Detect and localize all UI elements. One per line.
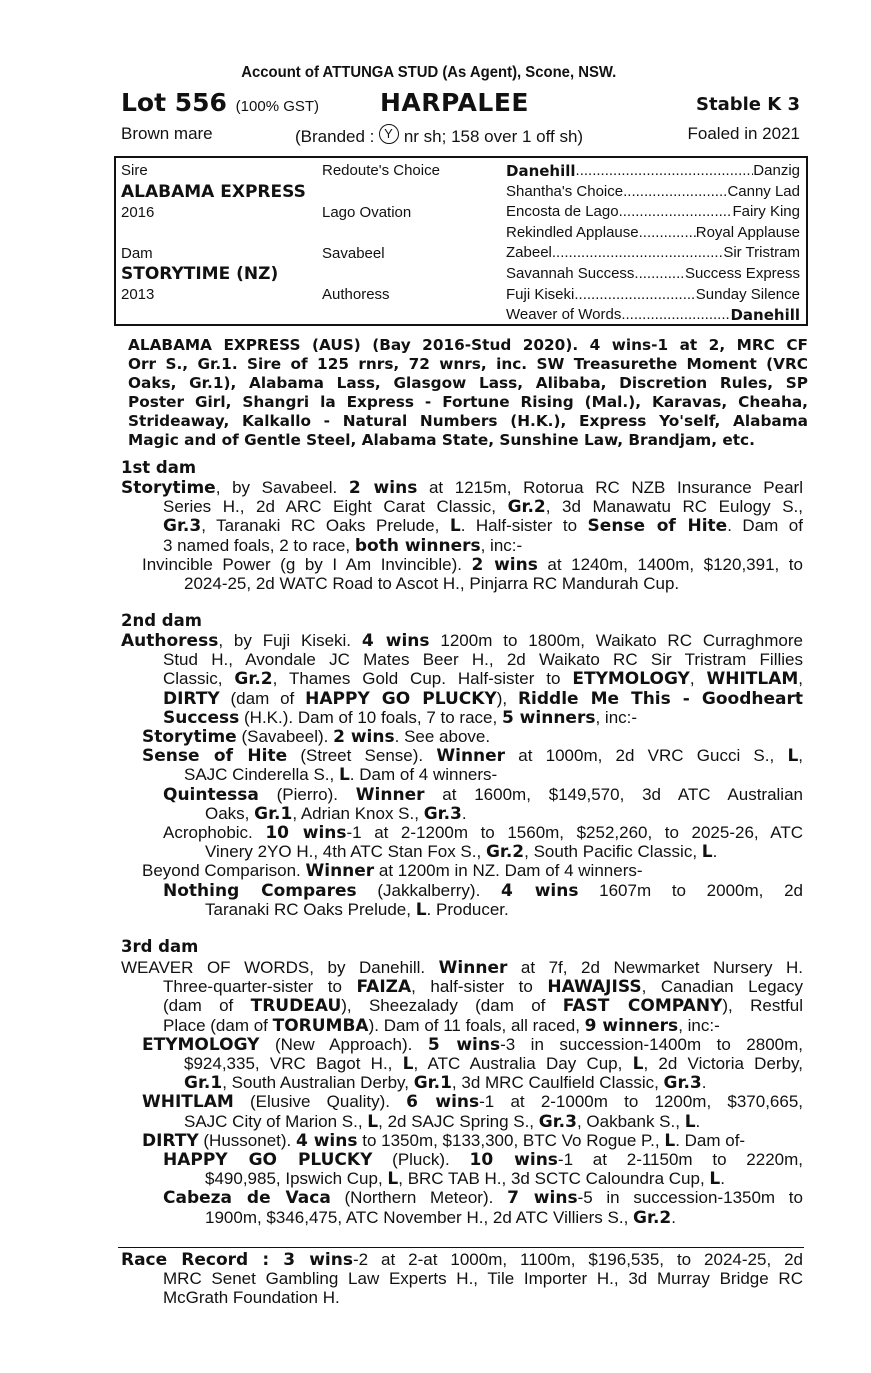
- plain-text: , Taranaki RC Oaks Prelude,: [201, 516, 450, 536]
- bold-text: WHITLAM: [706, 669, 799, 690]
- foaled-year: Foaled in 2021: [687, 124, 800, 143]
- bold-text: Winner: [355, 784, 425, 805]
- plain-text: .: [720, 1169, 725, 1189]
- plain-text: -1 at 2-1200m to 1560m, $252,260, to 2025-26, ATC: [346, 823, 803, 842]
- text-line: [163, 1150, 803, 1170]
- ancestor-sire: Fairy King: [732, 203, 800, 221]
- text-line: [163, 689, 803, 709]
- bold-text: DIRTY: [163, 688, 220, 709]
- plain-text: , 2d SAJC Spring S.,: [378, 1111, 539, 1131]
- text-line: [163, 1269, 803, 1288]
- plain-text: ). Dam of 11 foals, all raced,: [368, 1015, 585, 1035]
- text-line: [163, 1188, 803, 1208]
- leader-dots: [574, 286, 695, 303]
- plain-text: at 1200m in NZ. Dam of 4 winners-: [374, 861, 643, 881]
- leader-dots: [619, 203, 733, 220]
- plain-text: Oaks,: [205, 803, 255, 823]
- brand-symbol-icon: [379, 124, 399, 144]
- leader-dots: [576, 162, 754, 180]
- text-line: [163, 650, 803, 669]
- bold-text: Gr.2: [485, 842, 525, 863]
- bold-text: 2 wins: [471, 554, 538, 575]
- plain-text: , South Pacific Classic,: [524, 842, 702, 862]
- bold-text: WHITLAM: [142, 1092, 234, 1113]
- sire-label: Sire: [121, 162, 148, 179]
- bold-text: Winner: [305, 861, 375, 882]
- plain-text: Beyond Comparison.: [142, 861, 306, 881]
- third-dam-heading: 3rd dam: [121, 937, 199, 956]
- lot-number: [121, 88, 319, 117]
- bold-text: Success: [163, 707, 240, 728]
- first-dam-heading: 1st dam: [121, 458, 197, 477]
- bold-text: 2 wins: [348, 478, 418, 498]
- text-line: [142, 555, 803, 575]
- plain-text: , 3d Manawatu RC Eulogy S.,: [545, 497, 803, 517]
- text-line: [142, 1035, 803, 1055]
- bold-text: L: [684, 1111, 696, 1132]
- plain-text: . Dam of: [727, 516, 803, 536]
- plain-text: $490,985, Ipswich Cup,: [205, 1169, 388, 1189]
- dam-dam: Authoress: [322, 286, 390, 303]
- bold-text: Winner: [438, 958, 508, 978]
- plain-text: ,: [798, 746, 804, 766]
- plain-text: . Dam of-: [675, 1130, 746, 1150]
- plain-text: 3 named foals, 2 to race,: [163, 535, 355, 555]
- plain-text: -1 at 2-1150m to 2220m,: [557, 1150, 803, 1169]
- second-dam-heading: 2nd dam: [121, 611, 202, 630]
- text-line: [142, 746, 803, 766]
- bold-text: 5 wins: [427, 1034, 501, 1055]
- horse-name: HARPALEE: [380, 88, 529, 117]
- bold-text: L: [664, 1130, 676, 1151]
- bold-text: Cabeza de Vaca: [163, 1188, 331, 1209]
- ancestor-row: [506, 162, 800, 180]
- vendor-account: Account of ATTUNGA STUD (As Agent), Scone, NSW.: [241, 64, 617, 81]
- plain-text: .: [695, 1111, 701, 1131]
- plain-text: , Thames Gold Cup. Half-sister to: [272, 669, 573, 689]
- plain-text: , by Fuji Kiseki.: [218, 631, 362, 650]
- plain-text: to 1350m, $133,300, BTC Vo Rogue P.,: [357, 1130, 665, 1150]
- bold-text: L: [449, 516, 461, 537]
- ancestor-row: [506, 224, 800, 241]
- plain-text: Classic,: [163, 669, 235, 689]
- pedigree-table: [114, 156, 808, 326]
- ancestor-sire: Sunday Silence: [695, 285, 800, 303]
- plain-text: , inc:-: [678, 1015, 720, 1035]
- sire-summary-line: ALABAMA EXPRESS (AUS) (Bay 2016-Stud 2020). 4 wins-1 at 2, MRC CF: [128, 336, 808, 354]
- ancestor-row: [506, 244, 800, 261]
- plain-text: , Canadian Legacy: [641, 977, 803, 997]
- bold-text: 7 wins: [507, 1188, 578, 1209]
- plain-text: (Street Sense).: [287, 746, 437, 766]
- bold-text: L: [632, 1054, 644, 1074]
- text-line: [163, 977, 803, 997]
- plain-text: .: [671, 1207, 676, 1227]
- text-line: [163, 669, 803, 689]
- plain-text: (H.K.). Dam of 10 foals, 7 to race,: [239, 707, 502, 727]
- plain-text: Invincible Power (g by I Am Invincible).: [142, 554, 472, 574]
- bold-text: 6 wins: [406, 1092, 480, 1113]
- leader-dots: [639, 224, 696, 241]
- ancestor-sire: Royal Applause: [695, 223, 800, 241]
- text-line: [184, 1073, 803, 1093]
- sire-summary-line: Poster Girl, Shangri la Express - Fortune Rising (Mal.), Karavas, Cheaha,: [128, 393, 808, 411]
- dam-sire: Savabeel: [322, 245, 385, 262]
- bold-text: Winner: [436, 746, 506, 767]
- plain-text: at 1240m, 1400m, $120,391, to: [537, 554, 803, 574]
- plain-text: .: [712, 842, 718, 862]
- text-line: [205, 900, 803, 920]
- plain-text: .: [701, 1073, 707, 1093]
- lot-label: Lot 556: [121, 88, 227, 117]
- sire-summary-line: Oaks, Gr.1), Alabama Lass, Glasgow Lass, Alibaba, Discretion Rules, SP: [128, 374, 808, 392]
- bold-text: 4 wins: [361, 631, 430, 651]
- text-line: [163, 1288, 803, 1307]
- bold-text: Storytime: [142, 727, 237, 747]
- plain-text: $924,335, VRC Bagot H.,: [184, 1054, 403, 1073]
- ancestor-row: [506, 265, 800, 282]
- bold-text: Riddle Me This - Goodheart: [517, 688, 803, 709]
- bold-text: 4 wins: [295, 1130, 358, 1151]
- ancestor-name: Fuji Kiseki: [506, 285, 575, 303]
- text-line: [142, 1131, 803, 1151]
- leader-dots: [552, 244, 723, 261]
- plain-text: WEAVER OF WORDS, by Danehill.: [121, 958, 439, 977]
- plain-text: , South Australian Derby,: [222, 1073, 414, 1093]
- bold-text: Gr.3: [163, 516, 202, 537]
- bold-text: Race Record : 3 wins: [121, 1250, 353, 1270]
- text-line: [142, 727, 803, 747]
- plain-text: at 7f, 2d Newmarket Nursery H.: [507, 958, 803, 977]
- text-line: [184, 1112, 803, 1132]
- plain-text: 1607m to 2000m, 2d: [578, 880, 803, 900]
- plain-text: at 1000m, 2d VRC Gucci S.,: [505, 746, 788, 766]
- plain-text: (New Approach).: [259, 1034, 428, 1054]
- gst-note: (100% GST): [235, 98, 320, 115]
- bold-text: L: [415, 899, 427, 920]
- plain-text: (Elusive Quality).: [233, 1092, 407, 1112]
- text-line: [121, 1250, 803, 1270]
- plain-text: , 3d MRC Caulfield Classic,: [451, 1073, 664, 1093]
- bold-text: Quintessa: [163, 784, 259, 805]
- plain-text: -3 in succession-1400m to 2800m,: [500, 1034, 803, 1054]
- plain-text: ), Sheezalady (dam of: [341, 996, 563, 1016]
- bold-text: HAPPY GO PLUCKY: [163, 1150, 373, 1170]
- plain-text: Taranaki RC Oaks Prelude,: [205, 899, 416, 919]
- ancestor-row: [506, 306, 800, 324]
- leader-dots: [634, 265, 685, 282]
- plain-text: Vinery 2YO H., 4th ATC Stan Fox S.,: [205, 842, 486, 862]
- plain-text: . Dam of 4 winners-: [349, 765, 498, 785]
- plain-text: (Pluck).: [372, 1150, 470, 1169]
- bold-text: TRUDEAU: [250, 996, 342, 1017]
- ancestor-sire: Sir Tristram: [723, 244, 800, 262]
- text-line: [163, 881, 803, 901]
- bold-text: L: [709, 1169, 721, 1190]
- ancestor-name: Danehill: [506, 162, 576, 180]
- text-line: [121, 478, 803, 498]
- plain-text: Place (dam of: [163, 1015, 273, 1035]
- ancestor-row: [506, 203, 800, 220]
- bold-text: Gr.3: [538, 1111, 577, 1132]
- text-line: [163, 497, 803, 517]
- leader-dots: [623, 183, 727, 200]
- ancestor-row: [506, 183, 800, 200]
- bold-text: 4 wins: [501, 880, 579, 901]
- bold-text: Storytime: [121, 478, 216, 498]
- bold-text: both winners: [354, 535, 481, 556]
- bold-text: ETYMOLOGY: [572, 669, 690, 690]
- plain-text: , by Savabeel.: [215, 478, 349, 497]
- plain-text: (Hussonet).: [198, 1130, 296, 1150]
- sire-year: 2016: [121, 204, 155, 221]
- ancestor-sire: Danzig: [753, 162, 800, 179]
- text-line: [163, 1016, 803, 1036]
- plain-text: Acrophobic.: [163, 823, 266, 842]
- bold-text: Nothing Compares: [163, 880, 357, 901]
- plain-text: at 1215m, Rotorua RC NZB Insurance Pearl: [417, 478, 803, 497]
- plain-text: 2024-25, 2d WATC Road to Ascot H., Pinjarra RC Mandurah Cup.: [184, 574, 680, 593]
- text-line: [163, 516, 803, 536]
- plain-text: SAJC Cinderella S.,: [184, 765, 339, 785]
- plain-text: -1 at 2-1000m to 1200m, $370,665,: [479, 1092, 803, 1112]
- plain-text: , 2d Victoria Derby,: [643, 1054, 803, 1073]
- ancestor-sire: Success Express: [684, 265, 800, 282]
- bold-text: Sense of Hite: [142, 746, 288, 767]
- ancestor-row: [506, 286, 800, 303]
- text-line: [163, 536, 803, 556]
- ancestor-name: Rekindled Applause: [506, 223, 639, 241]
- bold-text: Gr.2: [507, 497, 546, 518]
- bold-text: Authoress: [121, 631, 219, 651]
- text-line: [163, 996, 803, 1016]
- bold-text: Gr.2: [234, 669, 273, 690]
- text-line: [205, 804, 803, 824]
- plain-text: (Savabeel).: [236, 727, 334, 746]
- leader-dots: [621, 306, 730, 324]
- plain-text: ), Restful: [722, 996, 804, 1016]
- plain-text: ,: [798, 669, 804, 689]
- bold-text: L: [402, 1054, 414, 1074]
- plain-text: , BRC TAB H., 3d SCTC Caloundra Cup,: [398, 1169, 710, 1189]
- text-line: [184, 1054, 803, 1074]
- brand-prefix: (Branded :: [295, 127, 380, 146]
- bold-text: ETYMOLOGY: [142, 1034, 260, 1055]
- plain-text: , half-sister to: [411, 977, 548, 997]
- bold-text: TORUMBA: [272, 1015, 369, 1036]
- text-line: [163, 823, 803, 843]
- plain-text: , Adrian Knox S.,: [292, 803, 424, 823]
- bold-text: HAPPY GO PLUCKY: [305, 688, 497, 709]
- plain-text: SAJC City of Marion S.,: [184, 1111, 368, 1131]
- brand-suffix: nr sh; 158 over 1 off sh): [399, 127, 584, 146]
- text-line: [121, 958, 803, 978]
- stable-label: Stable K 3: [696, 94, 800, 115]
- text-line: [121, 631, 803, 651]
- plain-text: (Pierro).: [258, 784, 356, 804]
- bold-text: 10 wins: [265, 823, 347, 843]
- plain-text: MRC Senet Gambling Law Experts H., Tile Importer H., 3d Murray Bridge RC: [163, 1269, 803, 1289]
- plain-text: McGrath Foundation H.: [163, 1288, 340, 1308]
- plain-text: . Producer.: [426, 899, 509, 919]
- text-line: [142, 1092, 803, 1112]
- plain-text: at 1600m, $149,570, 3d ATC Australian: [424, 784, 803, 804]
- ancestor-sire: Canny Lad: [727, 182, 800, 200]
- bold-text: Gr.3: [663, 1073, 702, 1094]
- plain-text: Three-quarter-sister to: [163, 977, 357, 997]
- sire-summary-line: Orr S., Gr.1. Sire of 125 rnrs, 72 wnrs, inc. SW Treasurethe Moment (VRC: [128, 355, 808, 373]
- plain-text: , inc:-: [480, 535, 523, 555]
- bold-text: Gr.1: [413, 1073, 452, 1094]
- plain-text: (Northern Meteor).: [330, 1188, 508, 1208]
- sire-summary: [128, 336, 808, 450]
- ancestor-name: Zabeel: [506, 244, 552, 262]
- plain-text: (dam of: [163, 996, 251, 1016]
- bold-text: L: [367, 1111, 379, 1132]
- bold-text: FAIZA: [356, 977, 412, 998]
- ancestor-name: Weaver of Words: [506, 306, 622, 324]
- bold-text: L: [387, 1169, 399, 1190]
- plain-text: , inc:-: [595, 707, 638, 727]
- plain-text: . See above.: [394, 727, 491, 746]
- dam-name: STORYTIME (NZ): [121, 264, 279, 284]
- bold-text: Sense of Hite: [587, 516, 728, 537]
- text-line: [163, 708, 803, 728]
- ancestor-name: Encosta de Lago: [506, 203, 619, 221]
- plain-text: -5 in succession-1350m to: [577, 1188, 803, 1208]
- plain-text: , Oakbank S.,: [576, 1111, 685, 1131]
- plain-text: ,: [689, 669, 707, 689]
- race-record-divider: [118, 1247, 804, 1248]
- sex-colour: Brown mare: [121, 124, 213, 143]
- plain-text: .: [461, 803, 467, 823]
- ancestor-sire: Danehill: [730, 306, 800, 325]
- text-line: [184, 765, 803, 785]
- ancestor-name: Savannah Success: [506, 265, 635, 282]
- plain-text: ),: [496, 688, 518, 708]
- bold-text: L: [787, 746, 799, 767]
- bold-text: L: [701, 842, 713, 863]
- bold-text: FAST COMPANY: [562, 996, 723, 1017]
- bold-text: 9 winners: [584, 1015, 679, 1036]
- plain-text: (dam of: [219, 688, 306, 708]
- sire-name: ALABAMA EXPRESS: [121, 182, 306, 202]
- bold-text: 2 wins: [333, 727, 395, 747]
- sire-dam: Lago Ovation: [322, 204, 412, 221]
- plain-text: (Jakkalberry).: [356, 880, 501, 900]
- bold-text: Gr.3: [423, 803, 462, 824]
- bold-text: 10 wins: [469, 1150, 558, 1170]
- bold-text: Gr.1: [254, 803, 293, 824]
- bold-text: Gr.1: [184, 1073, 223, 1094]
- ancestor-name: Shantha's Choice: [506, 182, 624, 200]
- text-line: [142, 861, 803, 881]
- plain-text: Series H., 2d ARC Eight Carat Classic,: [163, 497, 508, 517]
- plain-text: 1200m to 1800m, Waikato RC Curraghmore: [429, 631, 803, 650]
- plain-text: Stud H., Avondale JC Mates Beer H., 2d Waikato RC Sir Tristram Fillies: [163, 650, 803, 670]
- bold-text: DIRTY: [142, 1130, 199, 1151]
- brand-info: [295, 124, 583, 147]
- text-line: [205, 1169, 803, 1189]
- text-line: [184, 574, 803, 593]
- sire-summary-line: Strideaway, Kalkallo - Natural Numbers (H.K.), Express Yo'self, Alabama: [128, 412, 808, 430]
- bold-text: Gr.2: [633, 1207, 672, 1228]
- text-line: [163, 785, 803, 805]
- plain-text: . Half-sister to: [460, 516, 588, 536]
- text-line: [205, 1208, 803, 1228]
- plain-text: , ATC Australia Day Cup,: [413, 1054, 633, 1073]
- text-line: [205, 842, 803, 862]
- dam-year: 2013: [121, 286, 155, 303]
- bold-text: 5 winners: [501, 707, 596, 728]
- bold-text: HAWAJISS: [547, 977, 642, 998]
- plain-text: -2 at 2-at 1000m, 1100m, $196,535, to 2024-25, 2d: [353, 1250, 804, 1269]
- bold-text: L: [338, 765, 350, 786]
- sire-sire: Redoute's Choice: [322, 162, 440, 179]
- sire-summary-line: Magic and of Gentle Steel, Alabama State, Sunshine Law, Brandjam, etc.: [128, 431, 755, 449]
- plain-text: 1900m, $346,475, ATC November H., 2d ATC Villiers S.,: [205, 1207, 634, 1227]
- dam-label: Dam: [121, 245, 153, 262]
